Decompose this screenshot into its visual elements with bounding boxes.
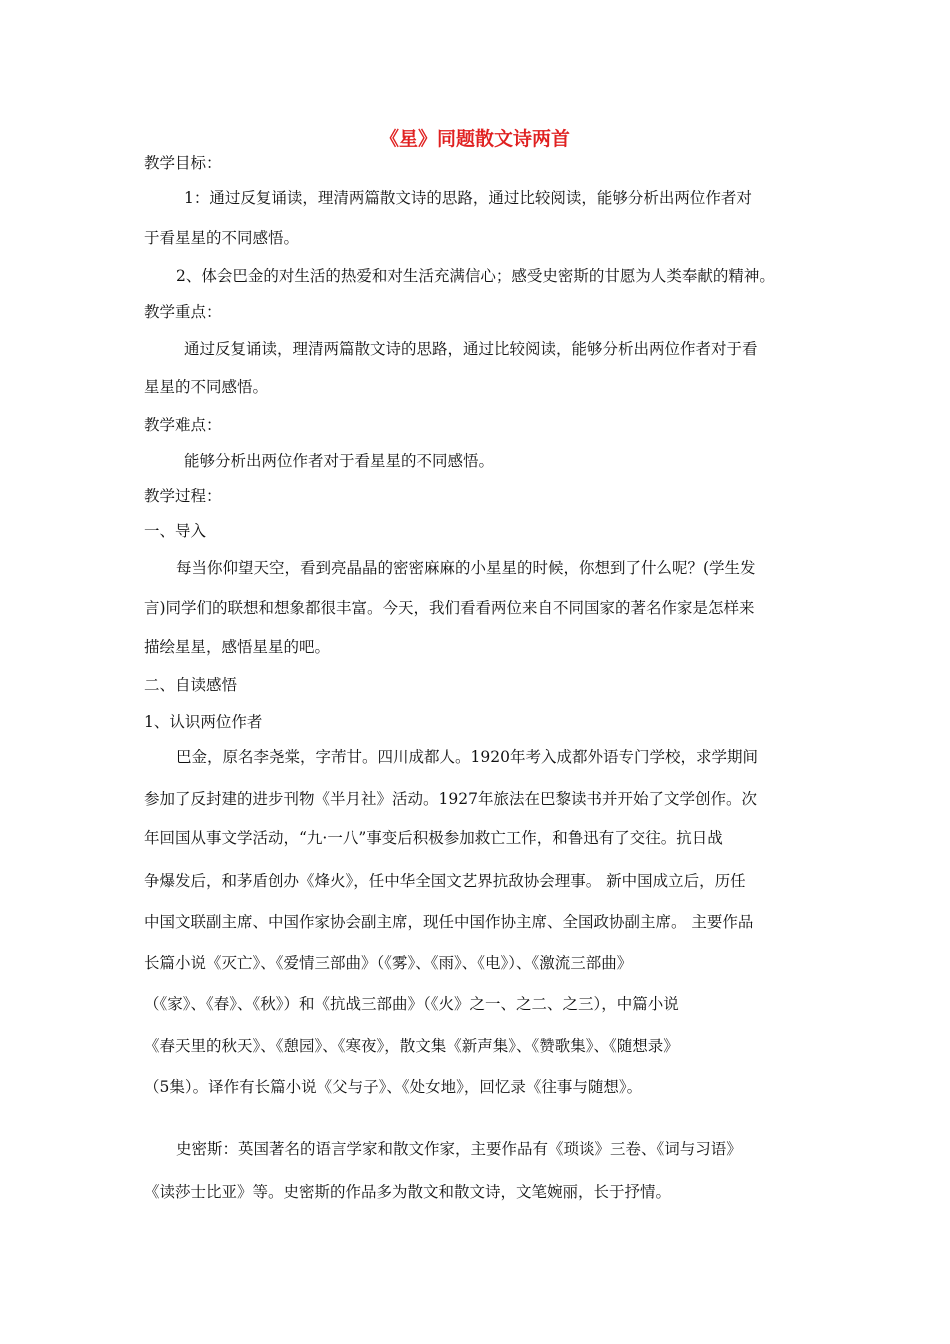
section-heading-objectives: 教学目标： <box>144 154 222 172</box>
subheading-self-reading: 二、自读感悟 <box>144 676 238 694</box>
paragraph-line: （5集）。译作有长篇小说《父与子》、《处女地》，回忆录《往事与随想》。 <box>144 1078 643 1096</box>
paragraph-line: 描绘星星，感悟星星的吧。 <box>144 638 331 656</box>
paragraph-line: 《春天里的秋天》、《憩园》、《寒夜》，散文集《新声集》、《赞歌集》、《随想录》 <box>144 1037 679 1055</box>
section-heading-key-points: 教学重点： <box>144 303 222 321</box>
section-heading-process: 教学过程： <box>144 487 222 505</box>
paragraph-line: 每当你仰望天空，看到亮晶晶的密密麻麻的小星星的时候，你想到了什么呢？(学生发 <box>176 559 756 577</box>
subheading-introduction: 一、导入 <box>144 522 207 540</box>
paragraph-line: 《读莎士比亚》等。史密斯的作品多为散文和散文诗，文笔婉丽，长于抒情。 <box>144 1183 672 1201</box>
paragraph-line: 言)同学们的联想和想象都很丰富。今天，我们看看两位来自不同国家的著名作家是怎样来 <box>144 599 755 617</box>
paragraph-line: 中国文联副主席、中国作家协会副主席，现任中国作协主席、全国政协副主席。 主要作品 <box>144 913 754 931</box>
section-heading-difficulties: 教学难点： <box>144 416 222 434</box>
paragraph-line: 能够分析出两位作者对于看星星的不同感悟。 <box>184 452 495 470</box>
paragraph-line: 通过反复诵读，理清两篇散文诗的思路，通过比较阅读，能够分析出两位作者对于看 <box>184 340 758 358</box>
paragraph-line: 于看星星的不同感悟。 <box>144 229 300 247</box>
subheading-authors: 1、认识两位作者 <box>144 713 263 731</box>
paragraph-line: 参加了反封建的进步刊物《半月社》活动。1927年旅法在巴黎读书并开始了文学创作。次 <box>144 790 757 808</box>
paragraph-line: 巴金，原名李尧棠，字芾甘。四川成都人。1920年考入成都外语专门学校，求学期间 <box>176 748 758 766</box>
paragraph-line: （《家》、《春》、《秋》）和《抗战三部曲》（《火》之一、之二、之三），中篇小说 <box>144 995 679 1013</box>
paragraph-line: 争爆发后，和茅盾创办《烽火》，任中华全国文艺界抗敌协会理事。 新中国成立后，历任 <box>144 872 746 890</box>
paragraph-line: 史密斯：英国著名的语言学家和散文作家，主要作品有《琐谈》三卷、《词与习语》 <box>176 1140 742 1158</box>
paragraph-line: 1：通过反复诵读，理清两篇散文诗的思路，通过比较阅读，能够分析出两位作者对 <box>184 189 752 207</box>
document-title: 《星》同题散文诗两首 <box>379 128 570 150</box>
paragraph-line: 星星的不同感悟。 <box>144 378 269 396</box>
paragraph-line: 2、体会巴金的对生活的热爱和对生活充满信心；感受史密斯的甘愿为人类奉献的精神。 <box>176 267 775 285</box>
paragraph-line: 长篇小说《灭亡》、《爱情三部曲》（《雾》、《雨》、《电》）、《激流三部曲》 <box>144 954 633 972</box>
paragraph-line: 年回国从事文学活动，“九·一八”事变后积极参加救亡工作，和鲁迅有了交往。抗日战 <box>144 829 723 847</box>
